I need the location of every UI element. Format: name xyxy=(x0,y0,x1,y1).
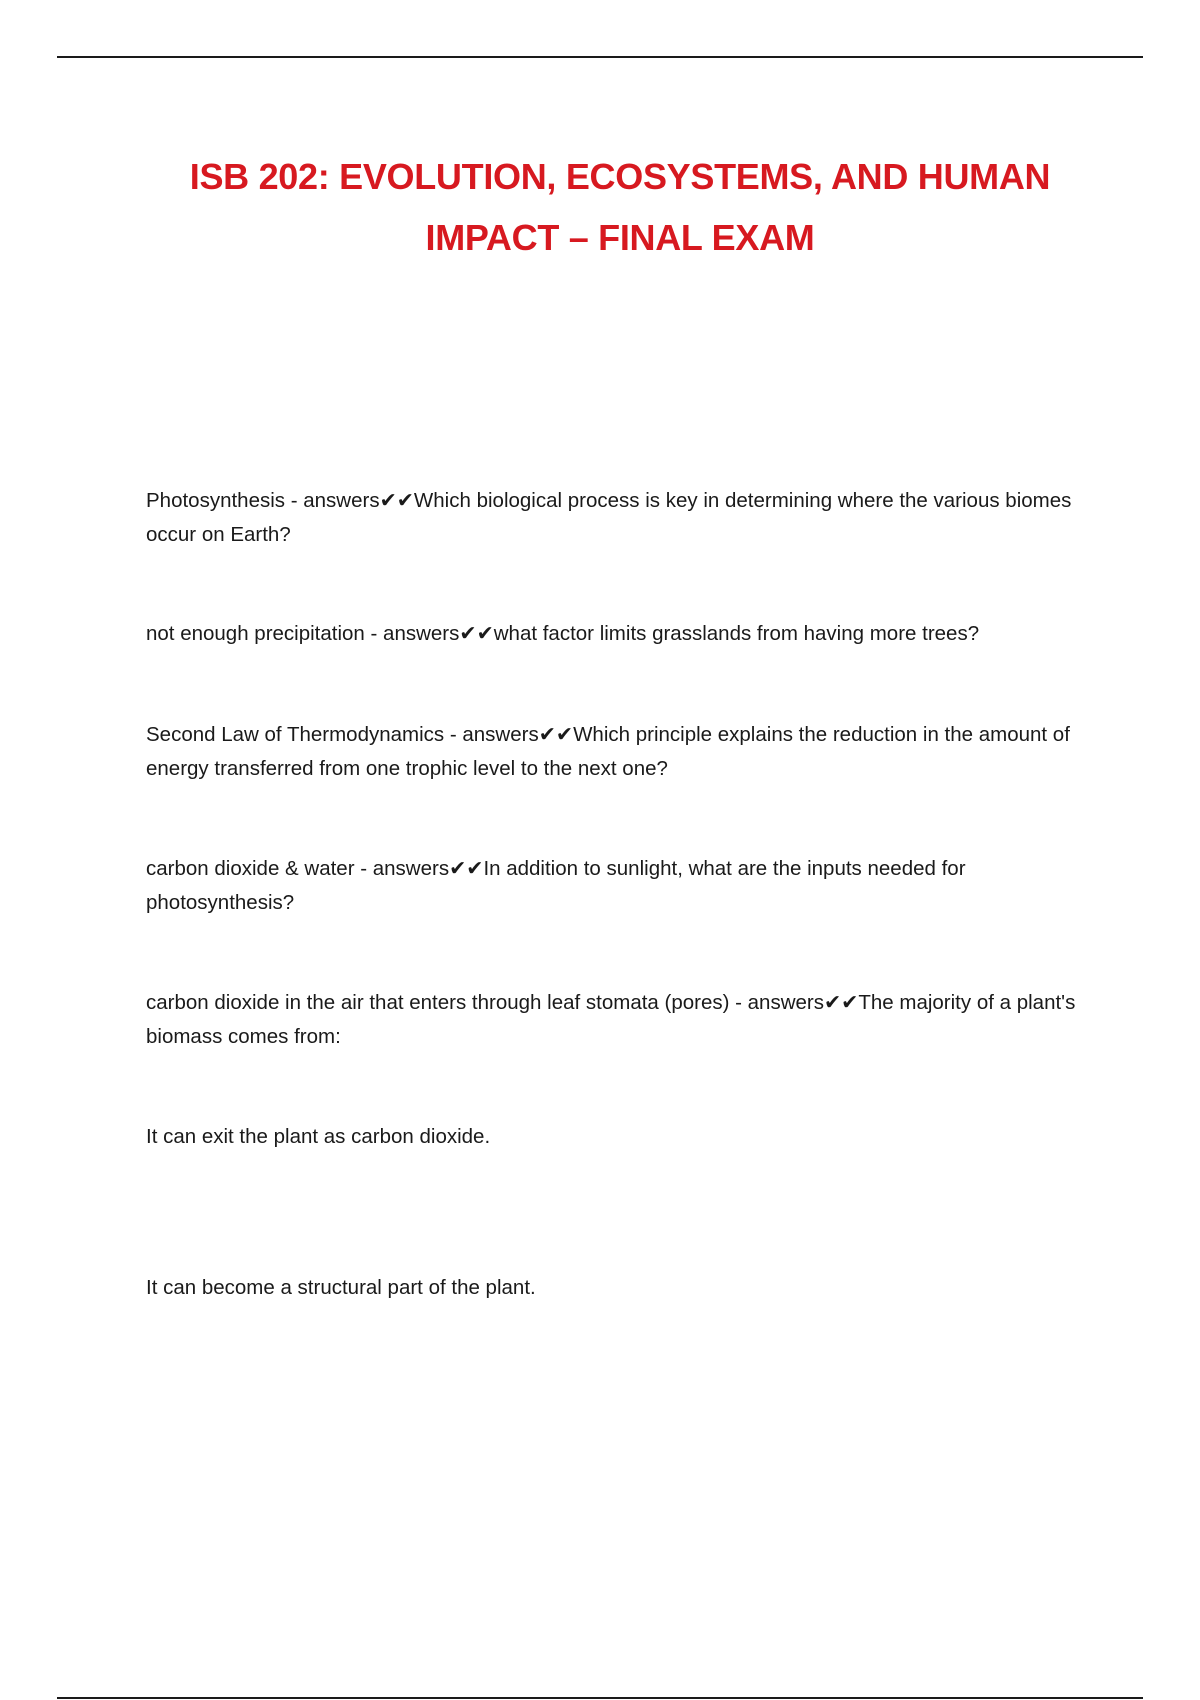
text-structural-part: It can become a structural part of the plant. xyxy=(146,1276,536,1299)
qa-entry-photosynthesis-inputs: carbon dioxide & water - answers✔✔In addition to sunlight, what are the inputs needed for photosynthesis? xyxy=(146,857,966,914)
document-title xyxy=(140,146,1100,268)
bottom-rule xyxy=(57,1697,1143,1699)
qa-entry-thermodynamics: Second Law of Thermodynamics - answers✔✔Which principle explains the reduction in the amount of energy transferred from one trophic level to the next one? xyxy=(146,723,1070,780)
title-line-2: IMPACT – FINAL EXAM xyxy=(425,217,815,258)
title-line-1: ISB 202: EVOLUTION, ECOSYSTEMS, AND HUMAN xyxy=(189,156,1051,197)
qa-entry-plant-biomass: carbon dioxide in the air that enters through leaf stomata (pores) - answers✔✔The majority of a plant's biomass comes from: xyxy=(146,991,1076,1048)
text-exit-as-co2: It can exit the plant as carbon dioxide. xyxy=(146,1125,491,1148)
qa-entry-precipitation: not enough precipitation - answers✔✔what factor limits grasslands from having more trees? xyxy=(146,622,980,645)
top-rule xyxy=(57,56,1143,58)
qa-entry-photosynthesis: Photosynthesis - answers✔✔Which biological process is key in determining where the various biomes occur on Earth? xyxy=(146,489,1072,546)
